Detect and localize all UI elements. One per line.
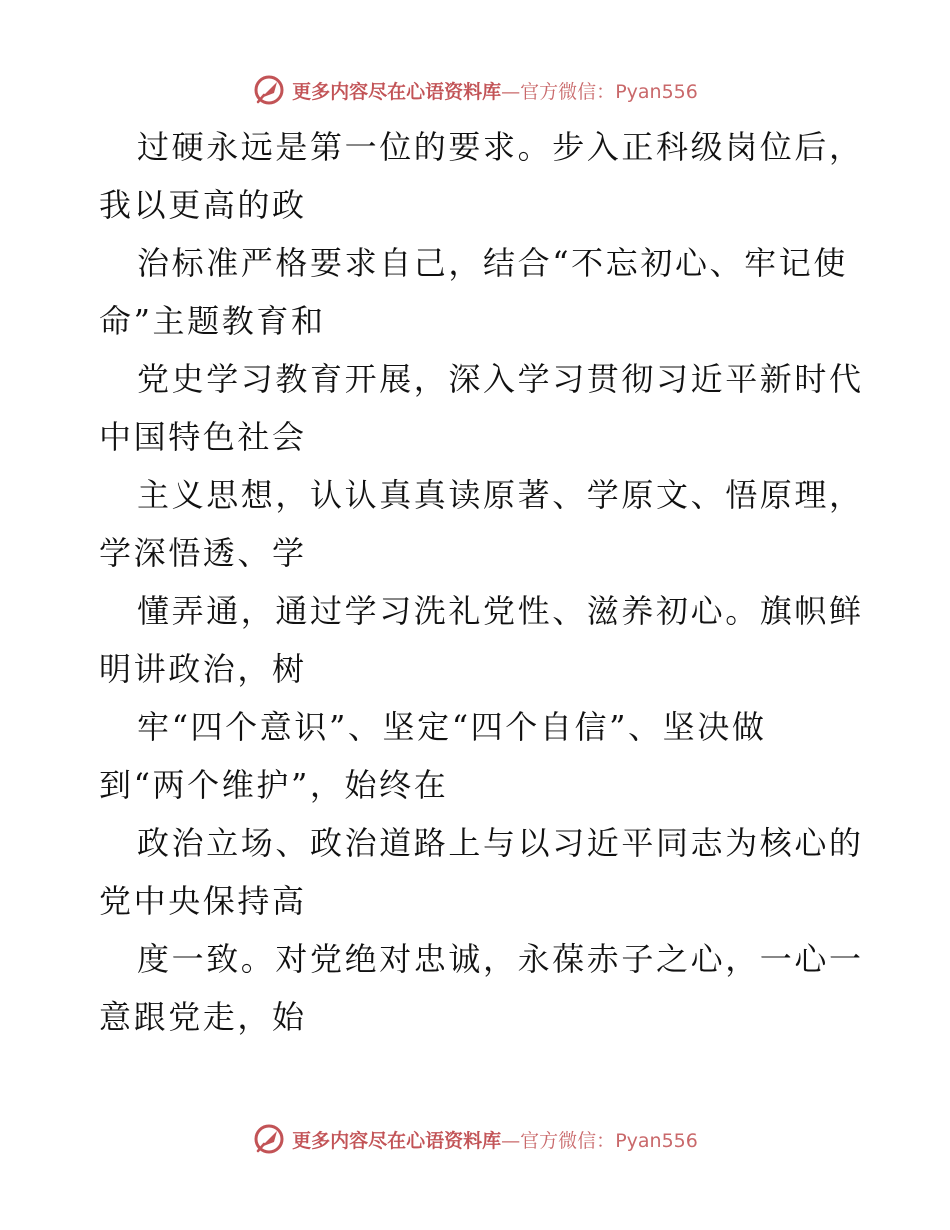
text-line: 政治立场、政治道路上与以习近平同志为核心的 bbox=[137, 824, 864, 862]
watermark-account: Pyan556 bbox=[615, 1129, 698, 1152]
quill-logo-icon bbox=[252, 73, 286, 107]
text-line: 度一致。对党绝对忠诚，永葆赤子之心，一心一 bbox=[137, 940, 864, 978]
text-line: 明讲政治，树 bbox=[99, 650, 307, 688]
watermark-brand: 更多内容尽在心语资料库 bbox=[292, 1129, 502, 1152]
watermark-account: Pyan556 bbox=[615, 80, 698, 103]
text-line: 命”主题教育和 bbox=[99, 302, 326, 340]
watermark-channel: 官方微信： bbox=[520, 80, 616, 103]
document-body bbox=[99, 118, 864, 1046]
text-line: 主义思想，认认真真读原著、学原文、悟原理， bbox=[137, 476, 864, 514]
header-watermark bbox=[0, 70, 950, 110]
watermark-separator: — bbox=[501, 80, 521, 103]
text-line: 我以更高的政 bbox=[99, 186, 307, 224]
watermark-brand: 更多内容尽在心语资料库 bbox=[292, 80, 502, 103]
text-line: 懂弄通，通过学习洗礼党性、滋养初心。旗帜鲜 bbox=[137, 592, 864, 630]
quill-logo-icon bbox=[252, 1122, 286, 1156]
footer-watermark bbox=[0, 1119, 950, 1159]
text-line: 中国特色社会 bbox=[99, 418, 307, 456]
text-line: 学深悟透、学 bbox=[99, 534, 307, 572]
watermark-text bbox=[292, 77, 698, 104]
text-line: 党中央保持高 bbox=[99, 882, 307, 920]
watermark-text bbox=[292, 1126, 698, 1153]
watermark-separator: — bbox=[501, 1129, 521, 1152]
text-line: 牢“四个意识”、坚定“四个自信”、坚决做 bbox=[137, 708, 767, 746]
text-line: 到“两个维护”，始终在 bbox=[99, 766, 449, 804]
text-line: 过硬永远是第一位的要求。步入正科级岗位后， bbox=[137, 128, 864, 166]
watermark-channel: 官方微信： bbox=[520, 1129, 616, 1152]
text-line: 意跟党走，始 bbox=[99, 998, 307, 1036]
text-line: 党史学习教育开展，深入学习贯彻习近平新时代 bbox=[137, 360, 864, 398]
text-line: 治标准严格要求自己，结合“不忘初心、牢记使 bbox=[137, 244, 848, 282]
